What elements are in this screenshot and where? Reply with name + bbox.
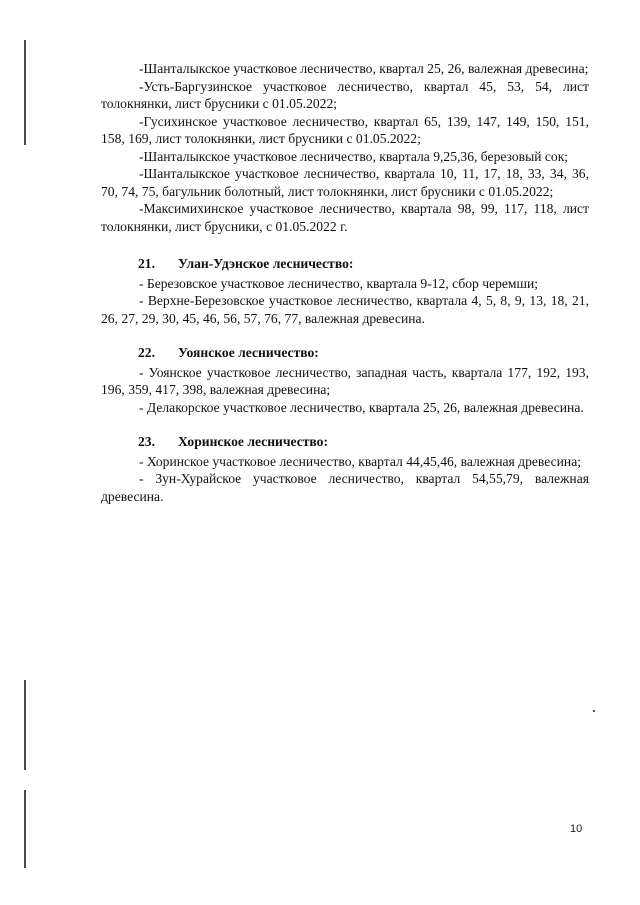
list-item: -Шанталыкское участковое лесничество, квартал 25, 26, валежная древесина;	[139, 61, 589, 76]
section-number: 21.	[138, 256, 155, 271]
intro-list	[101, 60, 589, 235]
scan-edge-mark-bottom	[24, 790, 26, 868]
scan-edge-mark-middle	[24, 680, 26, 770]
section-title: Улан-Удэнское лесничество:	[178, 256, 354, 271]
list-item: - Верхне-Березовское участковое лесничество, квартала 4, 5, 8, 9, 13, 18, 21, 26, 27, 29, 30, 45, 46, 56, 57, 76, 77, валежная древесина.	[101, 293, 589, 326]
section-heading	[101, 344, 589, 362]
section-title: Уоянское лесничество:	[178, 345, 319, 360]
section-22	[101, 344, 589, 416]
list-item: - Хоринское участковое лесничество, квартал 44,45,46, валежная древесина;	[139, 453, 582, 469]
list-item: - Зун-Хурайское участковое лесничество, квартал 54,55,79, валежная древесина.	[101, 471, 589, 504]
section-heading	[101, 255, 589, 273]
section-21	[101, 255, 589, 327]
section-number: 22.	[138, 345, 155, 360]
list-item: -Шанталыкское участковое лесничество, квартала 9,25,36, березовый сок;	[139, 148, 569, 164]
list-item: -Усть-Баргузинское участковое лесничество, квартал 45, 53, 54, лист толокнянки, лист брусники с 01.05.2022;	[101, 78, 589, 111]
list-item: -Шанталыкское участковое лесничество, квартала 10, 11, 17, 18, 33, 34, 36, 70, 74, 75, багульник болотный, лист толокнянки, лист брусники с 01.05.2022;	[101, 166, 589, 199]
list-item: -Гусихинское участковое лесничество, квартал 65, 139, 147, 149, 150, 151, 158, 169, лист толокнянки, лист брусники с 01.05.2022;	[101, 113, 589, 146]
document-body	[101, 60, 589, 505]
section-number: 23.	[138, 434, 155, 449]
page-number: 10	[570, 823, 583, 835]
section-23	[101, 433, 589, 505]
section-heading	[101, 433, 589, 451]
section-title: Хоринское лесничество:	[178, 434, 329, 449]
scan-speck	[593, 710, 595, 712]
list-item: - Уоянское участковое лесничество, западная часть, квартала 177, 192, 193, 196, 359, 417, 398, валежная древесина;	[101, 364, 589, 397]
list-item: - Березовское участковое лесничество, квартала 9-12, сбор черемши;	[139, 275, 539, 291]
list-item: -Максимихинское участковое лесничество, квартала 98, 99, 117, 118, лист толокнянки, лист брусники, с 01.05.2022 г.	[101, 201, 589, 234]
list-item: - Делакорское участковое лесничество, квартала 25, 26, валежная древесина.	[139, 399, 584, 415]
scan-edge-mark-top	[24, 40, 26, 145]
